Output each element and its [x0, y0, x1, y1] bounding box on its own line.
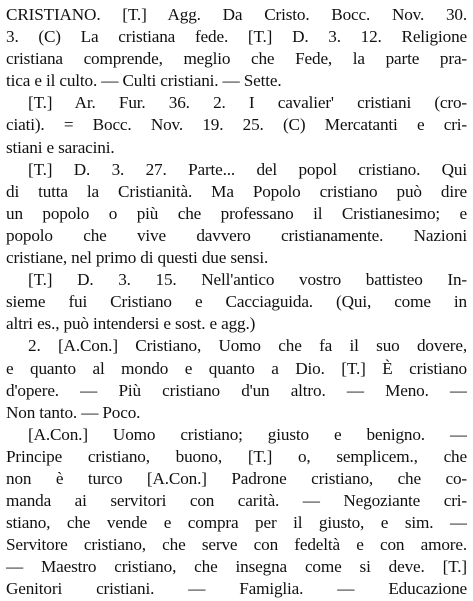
entry-line-2: 3. (C) La cristiana fede. [T.] D. 3. 12. Religione [6, 27, 467, 47]
entry-line-4: tica e il culto. — Culti cristiani. — Sette. [6, 71, 282, 91]
entry-line-25: Servitore cristiano, che serve con fedeltà e con amore. [6, 535, 467, 555]
entry-line-18: d'opere. — Più cristiano d'un altro. — Meno. — [6, 380, 467, 400]
entry-line-24: stiano, che vende e compra per il giusto, e sim. — [6, 513, 467, 533]
entry-line-7: stiani e saracini. [6, 137, 115, 157]
entry-line-8: [T.] D. 3. 27. Parte... del popol cristiano. Qui [28, 159, 467, 179]
entry-line-11: popolo che vive davvero cristianamente. Nazioni [6, 225, 467, 245]
entry-line-17: e quanto al mondo e quanto a Dio. [T.] È cristiano [6, 358, 467, 378]
entry-line-26: — Maestro cristiano, che insegna come si deve. [T.] [6, 557, 467, 577]
entry-line-3: cristiana comprende, meglio che Fede, la parte pra- [6, 49, 467, 69]
entry-line-15: altri es., può intendersi e sost. e agg.) [6, 314, 256, 334]
entry-line-23: manda ai servitori con carità. — Negoziante cri- [6, 491, 467, 511]
entry-line-21: Principe cristiano, buono, [T.] o, semplicem., che [6, 446, 467, 466]
entry-line-1: CRISTIANO. [T.] Agg. Da Cristo. Bocc. Nov. 30. [6, 5, 467, 24]
entry-line-9: di tutta la Cristianità. Ma Popolo cristiano può dire [6, 181, 467, 201]
entry-line-13: [T.] D. 3. 15. Nell'antico vostro battisteo In- [28, 270, 467, 290]
entry-line-5: [T.] Ar. Fur. 36. 2. I cavalier' cristiani (cro- [28, 93, 467, 113]
entry-line-27: Genitori cristiani. — Famiglia. — Educazione [6, 579, 467, 599]
entry-line-10: un popolo o più che professano il Cristianesimo; e [6, 203, 467, 223]
entry-line-12: cristiane, nel primo di questi due sensi. [6, 248, 269, 268]
entry-line-6: ciati). = Bocc. Nov. 19. 25. (C) Mercatanti e cri- [6, 115, 467, 135]
entry-line-19: Non tanto. — Poco. [6, 402, 141, 422]
entry-line-14: sieme fui Cristiano e Cacciaguida. (Qui, come in [6, 292, 467, 312]
entry-line-20: [A.Con.] Uomo cristiano; giusto e benigno. — [28, 424, 467, 444]
entry-line-16: 2. [A.Con.] Cristiano, Uomo che fa il suo dovere, [28, 336, 467, 356]
entry-line-22: non è turco [A.Con.] Padrone cristiano, che co- [6, 468, 467, 488]
